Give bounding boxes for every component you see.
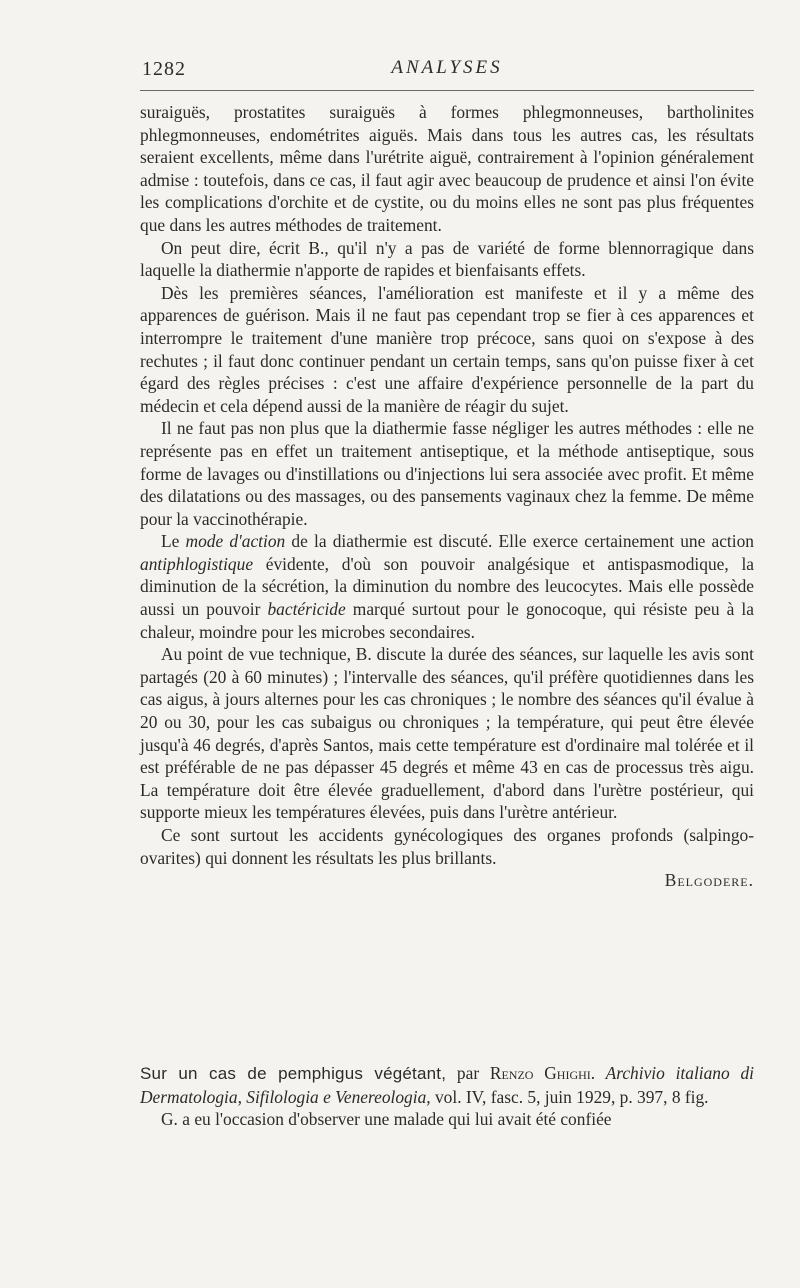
page-header [140,52,754,82]
review-source: Archivio italiano di Dermatologia, Sifilologia e Venereologia, [140,1063,754,1107]
paragraph: Dès les premières séances, l'amélioration est manifeste et il y a même des apparences de guérison. Mais il ne faut pas cependant trop se fier à ces apparences et interrompre le traitement d'une manière trop précoce, sans quoi on s'expose à des rechutes ; il faut donc continuer pendant un certain temps, sans qu'on puisse fixer à cet égard des règles précises : c'est une affaire d'expérience personnelle de la part du médecin et cela dépend aussi de la manière de réagir du sujet. [140,282,754,416]
review-author: Renzo Ghighi. [489,1063,596,1083]
paragraph: Ce sont surtout les accidents gynécologiques des organes profonds (salpingo-ovarites) qui donnent les résultats les plus brillants. [140,825,754,868]
text-run: de la diathermie est discuté. Elle exerce certainement une action [285,531,754,552]
italic-term: mode d'action [185,531,286,552]
text-run: par [446,1063,490,1083]
header-rule [140,90,754,91]
review-entry [140,1062,754,1131]
paragraph [140,530,754,643]
text-run: évidente, d'où son pouvoir analgésique et antispasmodique, la diminution de la sécrétion, la diminution du nombre des leucocytes. Mais elle possède aussi un pouvoir [140,553,754,620]
running-title: ANALYSES [391,57,503,78]
review-citation [140,1062,754,1108]
paragraph: On peut dire, écrit B., qu'il n'y a pas de variété de forme blennorragique dans laquelle la diathermie n'apporte de rapides et bienfaisants effets. [140,237,754,281]
review-title: Sur un cas de pemphigus végétant, [140,1064,447,1083]
review-details: vol. IV, fasc. 5, juin 1929, p. 397, 8 fig. [430,1086,709,1107]
article-body [140,101,754,892]
italic-term: bactéricide [267,599,346,620]
text-run: marqué surtout pour le gonocoque, qui résiste peu à la chaleur, moindre pour les microbes secondaires. [140,599,754,642]
italic-term: antiphlogistique [140,553,254,574]
paragraph: Il ne faut pas non plus que la diathermie fasse négliger les autres méthodes : elle ne représente pas en effet un traitement antiseptique, et la méthode antiseptique, sous forme de lavages ou d'instillations ou d'injections lui sera associée avec profit. Et même des dilatations ou des massages, ou des pansements vaginaux chez la femme. De même pour la vaccinothérapie. [140,418,754,529]
text-run: Le [161,531,186,552]
paragraph: Au point de vue technique, B. discute la durée des séances, sur laquelle les avis sont partagés (20 à 60 minutes) ; l'intervalle des séances, qu'il préfère quotidiennes dans les cas aigus, à jours alternes pour les cas chroniques ; le nombre des séances qu'il évalue à 20 ou 30, pour les cas subaigus ou chroniques ; la température, qui peut être élevée jusqu'à 46 degrés, d'après Santos, mais cette température est d'ordinaire mal tolérée et il est préférable de ne pas dépasser 45 degrés et même 43 en cas de processus très aigu. La température doit être élevée graduellement, d'abord dans l'urètre postérieur, qui supporte mieux les températures élevées, puis dans l'urètre antérieur. [140,644,754,823]
paragraph: suraiguës, prostatites suraiguës à formes phlegmonneuses, bartholinites phlegmonneuses, endométrites aiguës. Mais dans tous les autres cas, les résultats seraient excellents, même dans l'urétrite aiguë, contrairement à l'opinion généralement admise : toutefois, dans ce cas, il faut agir avec beaucoup de prudence et ainsi l'on évite les complications d'orchite et de cystite, ou du moins elles ne sont pas plus fréquentes que dans les autres méthodes de traitement. [140,102,754,235]
page-number: 1282 [142,58,186,80]
review-body: G. a eu l'occasion d'observer une malade qui lui avait été confiée [161,1109,612,1130]
author-signature: Belgodere. [664,870,754,891]
